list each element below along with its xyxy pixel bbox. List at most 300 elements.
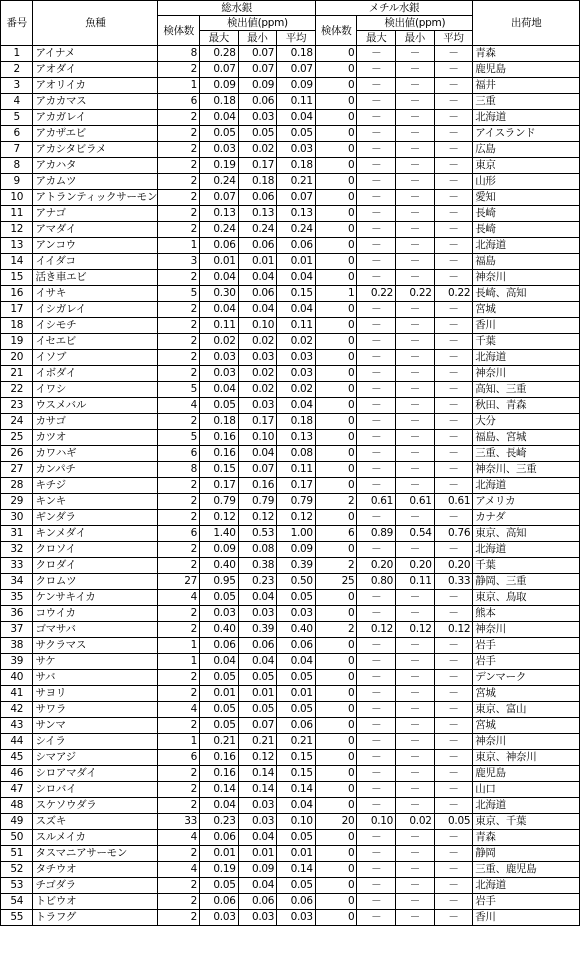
total-min-cell: 0.12 <box>238 750 277 766</box>
total-max-cell: 0.19 <box>200 862 239 878</box>
total-max-cell: 0.11 <box>200 318 239 334</box>
methyl-min-cell: － <box>396 830 435 846</box>
total-max-cell: 0.17 <box>200 478 239 494</box>
total-min-cell: 0.05 <box>238 126 277 142</box>
row-number-cell: 5 <box>1 110 33 126</box>
total-avg-cell: 0.07 <box>277 62 316 78</box>
row-number-cell: 54 <box>1 894 33 910</box>
total-min-cell: 0.03 <box>238 814 277 830</box>
methyl-min-cell: － <box>396 142 435 158</box>
total-max-cell: 0.19 <box>200 158 239 174</box>
total-sample-count-cell: 6 <box>158 446 200 462</box>
origin-cell: 北海道 <box>473 542 580 558</box>
methyl-min-cell: － <box>396 366 435 382</box>
methyl-max-cell: － <box>357 302 396 318</box>
total-avg-cell: 1.00 <box>277 526 316 542</box>
table-row <box>1 510 580 526</box>
origin-cell: 香川 <box>473 318 580 334</box>
methyl-min-cell: 0.20 <box>396 558 435 574</box>
table-row <box>1 574 580 590</box>
table-row <box>1 174 580 190</box>
total-max-cell: 0.24 <box>200 174 239 190</box>
methyl-sample-count-cell: 2 <box>315 558 357 574</box>
total-sample-count-cell: 2 <box>158 414 200 430</box>
methyl-max-cell: － <box>357 702 396 718</box>
total-sample-count-cell: 2 <box>158 622 200 638</box>
total-max-cell: 0.05 <box>200 398 239 414</box>
total-max-cell: 0.23 <box>200 814 239 830</box>
methyl-avg-cell: － <box>434 846 473 862</box>
total-avg-cell: 0.04 <box>277 110 316 126</box>
origin-cell: 東京、高知 <box>473 526 580 542</box>
total-max-cell: 0.07 <box>200 62 239 78</box>
total-avg-cell: 0.03 <box>277 366 316 382</box>
species-name-cell: アナゴ <box>33 206 158 222</box>
total-sample-count-cell: 2 <box>158 318 200 334</box>
total-avg-cell: 0.14 <box>277 862 316 878</box>
methyl-max-cell: － <box>357 62 396 78</box>
row-number-cell: 31 <box>1 526 33 542</box>
row-number-cell: 41 <box>1 686 33 702</box>
species-name-cell: サンマ <box>33 718 158 734</box>
total-min-cell: 0.38 <box>238 558 277 574</box>
species-name-cell: イセエビ <box>33 334 158 350</box>
methyl-sample-count-cell: 0 <box>315 478 357 494</box>
total-min-cell: 0.04 <box>238 590 277 606</box>
header-methyl-min: 最小 <box>396 31 435 46</box>
species-name-cell: イソブ <box>33 350 158 366</box>
methyl-avg-cell: － <box>434 382 473 398</box>
methyl-max-cell: 0.80 <box>357 574 396 590</box>
methyl-min-cell: － <box>396 478 435 494</box>
header-total-min: 最小 <box>238 31 277 46</box>
header-methyl-mercury: メチル水銀 <box>315 1 472 16</box>
species-name-cell: サクラマス <box>33 638 158 654</box>
methyl-avg-cell: － <box>434 798 473 814</box>
total-min-cell: 0.18 <box>238 174 277 190</box>
methyl-avg-cell: 0.12 <box>434 622 473 638</box>
origin-cell: カナダ <box>473 510 580 526</box>
methyl-min-cell: 0.02 <box>396 814 435 830</box>
species-name-cell: スズキ <box>33 814 158 830</box>
total-sample-count-cell: 2 <box>158 718 200 734</box>
origin-cell: 北海道 <box>473 350 580 366</box>
table-row <box>1 62 580 78</box>
total-max-cell: 0.06 <box>200 638 239 654</box>
row-number-cell: 32 <box>1 542 33 558</box>
methyl-sample-count-cell: 25 <box>315 574 357 590</box>
methyl-avg-cell: － <box>434 750 473 766</box>
total-sample-count-cell: 4 <box>158 830 200 846</box>
methyl-sample-count-cell: 0 <box>315 222 357 238</box>
species-name-cell: サヨリ <box>33 686 158 702</box>
methyl-max-cell: － <box>357 590 396 606</box>
origin-cell: 福井 <box>473 78 580 94</box>
table-row <box>1 446 580 462</box>
methyl-min-cell: － <box>396 750 435 766</box>
row-number-cell: 24 <box>1 414 33 430</box>
methyl-min-cell: － <box>396 686 435 702</box>
origin-cell: 神奈川 <box>473 270 580 286</box>
header-methyl-detected: 検出値(ppm) <box>357 16 473 31</box>
methyl-max-cell: － <box>357 478 396 494</box>
total-max-cell: 0.04 <box>200 302 239 318</box>
methyl-sample-count-cell: 0 <box>315 910 357 926</box>
species-name-cell: イシモチ <box>33 318 158 334</box>
total-sample-count-cell: 2 <box>158 846 200 862</box>
total-min-cell: 0.17 <box>238 158 277 174</box>
origin-cell: 東京、鳥取 <box>473 590 580 606</box>
methyl-sample-count-cell: 0 <box>315 718 357 734</box>
table-row <box>1 846 580 862</box>
species-name-cell: ギンダラ <box>33 510 158 526</box>
table-row <box>1 334 580 350</box>
origin-cell: 千葉 <box>473 334 580 350</box>
total-min-cell: 0.10 <box>238 318 277 334</box>
species-name-cell: イボダイ <box>33 366 158 382</box>
methyl-avg-cell: － <box>434 62 473 78</box>
methyl-max-cell: － <box>357 910 396 926</box>
methyl-max-cell: － <box>357 318 396 334</box>
total-min-cell: 0.10 <box>238 430 277 446</box>
table-row <box>1 686 580 702</box>
total-sample-count-cell: 5 <box>158 382 200 398</box>
methyl-max-cell: － <box>357 430 396 446</box>
table-row <box>1 142 580 158</box>
row-number-cell: 52 <box>1 862 33 878</box>
species-name-cell: アオリイカ <box>33 78 158 94</box>
methyl-avg-cell: 0.33 <box>434 574 473 590</box>
total-avg-cell: 0.05 <box>277 670 316 686</box>
origin-cell: 神奈川 <box>473 734 580 750</box>
table-row <box>1 542 580 558</box>
row-number-cell: 47 <box>1 782 33 798</box>
total-min-cell: 0.07 <box>238 46 277 62</box>
species-name-cell: コウイカ <box>33 606 158 622</box>
methyl-max-cell: － <box>357 126 396 142</box>
total-max-cell: 0.05 <box>200 702 239 718</box>
total-min-cell: 0.06 <box>238 286 277 302</box>
table-body <box>1 46 580 926</box>
total-min-cell: 0.03 <box>238 798 277 814</box>
origin-cell: アイスランド <box>473 126 580 142</box>
total-avg-cell: 0.12 <box>277 510 316 526</box>
total-max-cell: 0.79 <box>200 494 239 510</box>
methyl-min-cell: － <box>396 606 435 622</box>
methyl-avg-cell: － <box>434 894 473 910</box>
methyl-max-cell: － <box>357 334 396 350</box>
methyl-avg-cell: － <box>434 766 473 782</box>
species-name-cell: タスマニアサーモン <box>33 846 158 862</box>
methyl-avg-cell: 0.05 <box>434 814 473 830</box>
methyl-min-cell: － <box>396 78 435 94</box>
total-min-cell: 0.04 <box>238 270 277 286</box>
methyl-avg-cell: － <box>434 190 473 206</box>
total-sample-count-cell: 2 <box>158 334 200 350</box>
total-sample-count-cell: 1 <box>158 78 200 94</box>
species-name-cell: アカムツ <box>33 174 158 190</box>
row-number-cell: 7 <box>1 142 33 158</box>
total-avg-cell: 0.03 <box>277 606 316 622</box>
table-row <box>1 494 580 510</box>
total-avg-cell: 0.03 <box>277 142 316 158</box>
methyl-min-cell: － <box>396 878 435 894</box>
species-name-cell: イサキ <box>33 286 158 302</box>
origin-cell: 大分 <box>473 414 580 430</box>
origin-cell: 岩手 <box>473 894 580 910</box>
total-avg-cell: 0.40 <box>277 622 316 638</box>
table-row <box>1 286 580 302</box>
origin-cell: 香川 <box>473 910 580 926</box>
row-number-cell: 36 <box>1 606 33 622</box>
total-sample-count-cell: 4 <box>158 862 200 878</box>
methyl-avg-cell: 0.76 <box>434 526 473 542</box>
total-min-cell: 0.13 <box>238 206 277 222</box>
total-min-cell: 0.06 <box>238 894 277 910</box>
row-number-cell: 8 <box>1 158 33 174</box>
table-row <box>1 622 580 638</box>
methyl-sample-count-cell: 0 <box>315 254 357 270</box>
header-methyl-avg: 平均 <box>434 31 473 46</box>
table-row <box>1 606 580 622</box>
row-number-cell: 13 <box>1 238 33 254</box>
total-sample-count-cell: 5 <box>158 286 200 302</box>
total-sample-count-cell: 2 <box>158 366 200 382</box>
table-row <box>1 366 580 382</box>
methyl-max-cell: － <box>357 110 396 126</box>
total-max-cell: 0.24 <box>200 222 239 238</box>
row-number-cell: 17 <box>1 302 33 318</box>
table-row <box>1 110 580 126</box>
total-avg-cell: 0.79 <box>277 494 316 510</box>
origin-cell: 東京、富山 <box>473 702 580 718</box>
methyl-min-cell: － <box>396 318 435 334</box>
methyl-max-cell: － <box>357 78 396 94</box>
total-sample-count-cell: 8 <box>158 46 200 62</box>
total-min-cell: 0.21 <box>238 734 277 750</box>
total-sample-count-cell: 2 <box>158 62 200 78</box>
total-max-cell: 0.06 <box>200 830 239 846</box>
row-number-cell: 46 <box>1 766 33 782</box>
methyl-avg-cell: － <box>434 46 473 62</box>
origin-cell: 北海道 <box>473 478 580 494</box>
total-max-cell: 0.15 <box>200 462 239 478</box>
methyl-avg-cell: － <box>434 910 473 926</box>
methyl-avg-cell: － <box>434 718 473 734</box>
methyl-min-cell: 0.22 <box>396 286 435 302</box>
methyl-max-cell: － <box>357 606 396 622</box>
methyl-max-cell: － <box>357 382 396 398</box>
total-min-cell: 0.09 <box>238 78 277 94</box>
methyl-max-cell: － <box>357 398 396 414</box>
methyl-avg-cell: － <box>434 94 473 110</box>
row-number-cell: 43 <box>1 718 33 734</box>
methyl-avg-cell: 0.20 <box>434 558 473 574</box>
row-number-cell: 26 <box>1 446 33 462</box>
total-sample-count-cell: 27 <box>158 574 200 590</box>
species-name-cell: アカザエビ <box>33 126 158 142</box>
total-max-cell: 0.09 <box>200 78 239 94</box>
total-min-cell: 0.03 <box>238 350 277 366</box>
species-name-cell: ケンサキイカ <box>33 590 158 606</box>
methyl-max-cell: － <box>357 46 396 62</box>
origin-cell: 岩手 <box>473 638 580 654</box>
total-avg-cell: 0.05 <box>277 878 316 894</box>
methyl-sample-count-cell: 0 <box>315 366 357 382</box>
methyl-avg-cell: － <box>434 654 473 670</box>
methyl-avg-cell: － <box>434 222 473 238</box>
origin-cell: 三重、鹿児島 <box>473 862 580 878</box>
total-avg-cell: 0.05 <box>277 126 316 142</box>
methyl-min-cell: － <box>396 414 435 430</box>
origin-cell: 高知、三重 <box>473 382 580 398</box>
methyl-max-cell: － <box>357 654 396 670</box>
methyl-max-cell: － <box>357 862 396 878</box>
methyl-sample-count-cell: 2 <box>315 494 357 510</box>
methyl-sample-count-cell: 0 <box>315 462 357 478</box>
total-sample-count-cell: 2 <box>158 558 200 574</box>
total-max-cell: 0.02 <box>200 334 239 350</box>
total-sample-count-cell: 6 <box>158 750 200 766</box>
methyl-min-cell: － <box>396 894 435 910</box>
header-species: 魚種 <box>33 1 158 46</box>
total-min-cell: 0.01 <box>238 254 277 270</box>
total-sample-count-cell: 4 <box>158 398 200 414</box>
total-min-cell: 0.03 <box>238 606 277 622</box>
row-number-cell: 55 <box>1 910 33 926</box>
methyl-sample-count-cell: 0 <box>315 862 357 878</box>
methyl-avg-cell: － <box>434 878 473 894</box>
total-avg-cell: 0.11 <box>277 94 316 110</box>
row-number-cell: 20 <box>1 350 33 366</box>
methyl-avg-cell: － <box>434 830 473 846</box>
row-number-cell: 45 <box>1 750 33 766</box>
methyl-max-cell: － <box>357 270 396 286</box>
total-sample-count-cell: 6 <box>158 94 200 110</box>
table-row <box>1 814 580 830</box>
row-number-cell: 29 <box>1 494 33 510</box>
row-number-cell: 1 <box>1 46 33 62</box>
row-number-cell: 22 <box>1 382 33 398</box>
methyl-min-cell: － <box>396 702 435 718</box>
origin-cell: 東京、神奈川 <box>473 750 580 766</box>
methyl-avg-cell: － <box>434 430 473 446</box>
origin-cell: 長崎、高知 <box>473 286 580 302</box>
table-row <box>1 382 580 398</box>
methyl-max-cell: 0.61 <box>357 494 396 510</box>
total-sample-count-cell: 3 <box>158 254 200 270</box>
total-min-cell: 0.01 <box>238 686 277 702</box>
methyl-min-cell: － <box>396 302 435 318</box>
methyl-max-cell: － <box>357 830 396 846</box>
header-origin: 出荷地 <box>473 1 580 46</box>
row-number-cell: 23 <box>1 398 33 414</box>
total-avg-cell: 0.04 <box>277 654 316 670</box>
total-avg-cell: 0.18 <box>277 158 316 174</box>
methyl-max-cell: － <box>357 846 396 862</box>
species-name-cell: アンコウ <box>33 238 158 254</box>
total-sample-count-cell: 2 <box>158 766 200 782</box>
table-row <box>1 462 580 478</box>
methyl-min-cell: － <box>396 222 435 238</box>
total-avg-cell: 0.14 <box>277 782 316 798</box>
origin-cell: 宮城 <box>473 718 580 734</box>
total-avg-cell: 0.06 <box>277 718 316 734</box>
methyl-sample-count-cell: 6 <box>315 526 357 542</box>
total-min-cell: 0.04 <box>238 878 277 894</box>
methyl-sample-count-cell: 2 <box>315 622 357 638</box>
methyl-min-cell: － <box>396 158 435 174</box>
methyl-avg-cell: － <box>434 862 473 878</box>
total-avg-cell: 0.15 <box>277 286 316 302</box>
methyl-sample-count-cell: 0 <box>315 302 357 318</box>
total-sample-count-cell: 2 <box>158 158 200 174</box>
total-max-cell: 1.40 <box>200 526 239 542</box>
origin-cell: 宮城 <box>473 302 580 318</box>
total-min-cell: 0.08 <box>238 542 277 558</box>
methyl-sample-count-cell: 0 <box>315 878 357 894</box>
species-name-cell: サケ <box>33 654 158 670</box>
row-number-cell: 51 <box>1 846 33 862</box>
methyl-avg-cell: － <box>434 302 473 318</box>
methyl-min-cell: 0.54 <box>396 526 435 542</box>
total-avg-cell: 0.09 <box>277 542 316 558</box>
methyl-max-cell: － <box>357 510 396 526</box>
total-max-cell: 0.16 <box>200 766 239 782</box>
methyl-sample-count-cell: 0 <box>315 830 357 846</box>
table-row <box>1 830 580 846</box>
origin-cell: 熊本 <box>473 606 580 622</box>
methyl-max-cell: 0.10 <box>357 814 396 830</box>
origin-cell: 千葉 <box>473 558 580 574</box>
total-min-cell: 0.05 <box>238 670 277 686</box>
table-row <box>1 782 580 798</box>
origin-cell: 三重 <box>473 94 580 110</box>
total-sample-count-cell: 2 <box>158 350 200 366</box>
total-max-cell: 0.16 <box>200 430 239 446</box>
methyl-max-cell: － <box>357 798 396 814</box>
row-number-cell: 48 <box>1 798 33 814</box>
total-max-cell: 0.01 <box>200 846 239 862</box>
total-min-cell: 0.04 <box>238 446 277 462</box>
total-max-cell: 0.03 <box>200 606 239 622</box>
methyl-max-cell: － <box>357 734 396 750</box>
methyl-max-cell: － <box>357 142 396 158</box>
methyl-min-cell: － <box>396 846 435 862</box>
methyl-avg-cell: － <box>434 238 473 254</box>
total-max-cell: 0.05 <box>200 878 239 894</box>
origin-cell: 広島 <box>473 142 580 158</box>
total-avg-cell: 0.01 <box>277 254 316 270</box>
total-sample-count-cell: 2 <box>158 190 200 206</box>
table-row <box>1 158 580 174</box>
methyl-avg-cell: － <box>434 510 473 526</box>
total-sample-count-cell: 1 <box>158 238 200 254</box>
row-number-cell: 10 <box>1 190 33 206</box>
species-name-cell: トラフグ <box>33 910 158 926</box>
total-sample-count-cell: 2 <box>158 302 200 318</box>
total-avg-cell: 0.02 <box>277 334 316 350</box>
header-total-max: 最大 <box>200 31 239 46</box>
row-number-cell: 14 <box>1 254 33 270</box>
total-avg-cell: 0.11 <box>277 462 316 478</box>
species-name-cell: シロアマダイ <box>33 766 158 782</box>
methyl-avg-cell: － <box>434 606 473 622</box>
table-row <box>1 94 580 110</box>
total-max-cell: 0.01 <box>200 254 239 270</box>
total-avg-cell: 0.05 <box>277 830 316 846</box>
methyl-sample-count-cell: 0 <box>315 670 357 686</box>
